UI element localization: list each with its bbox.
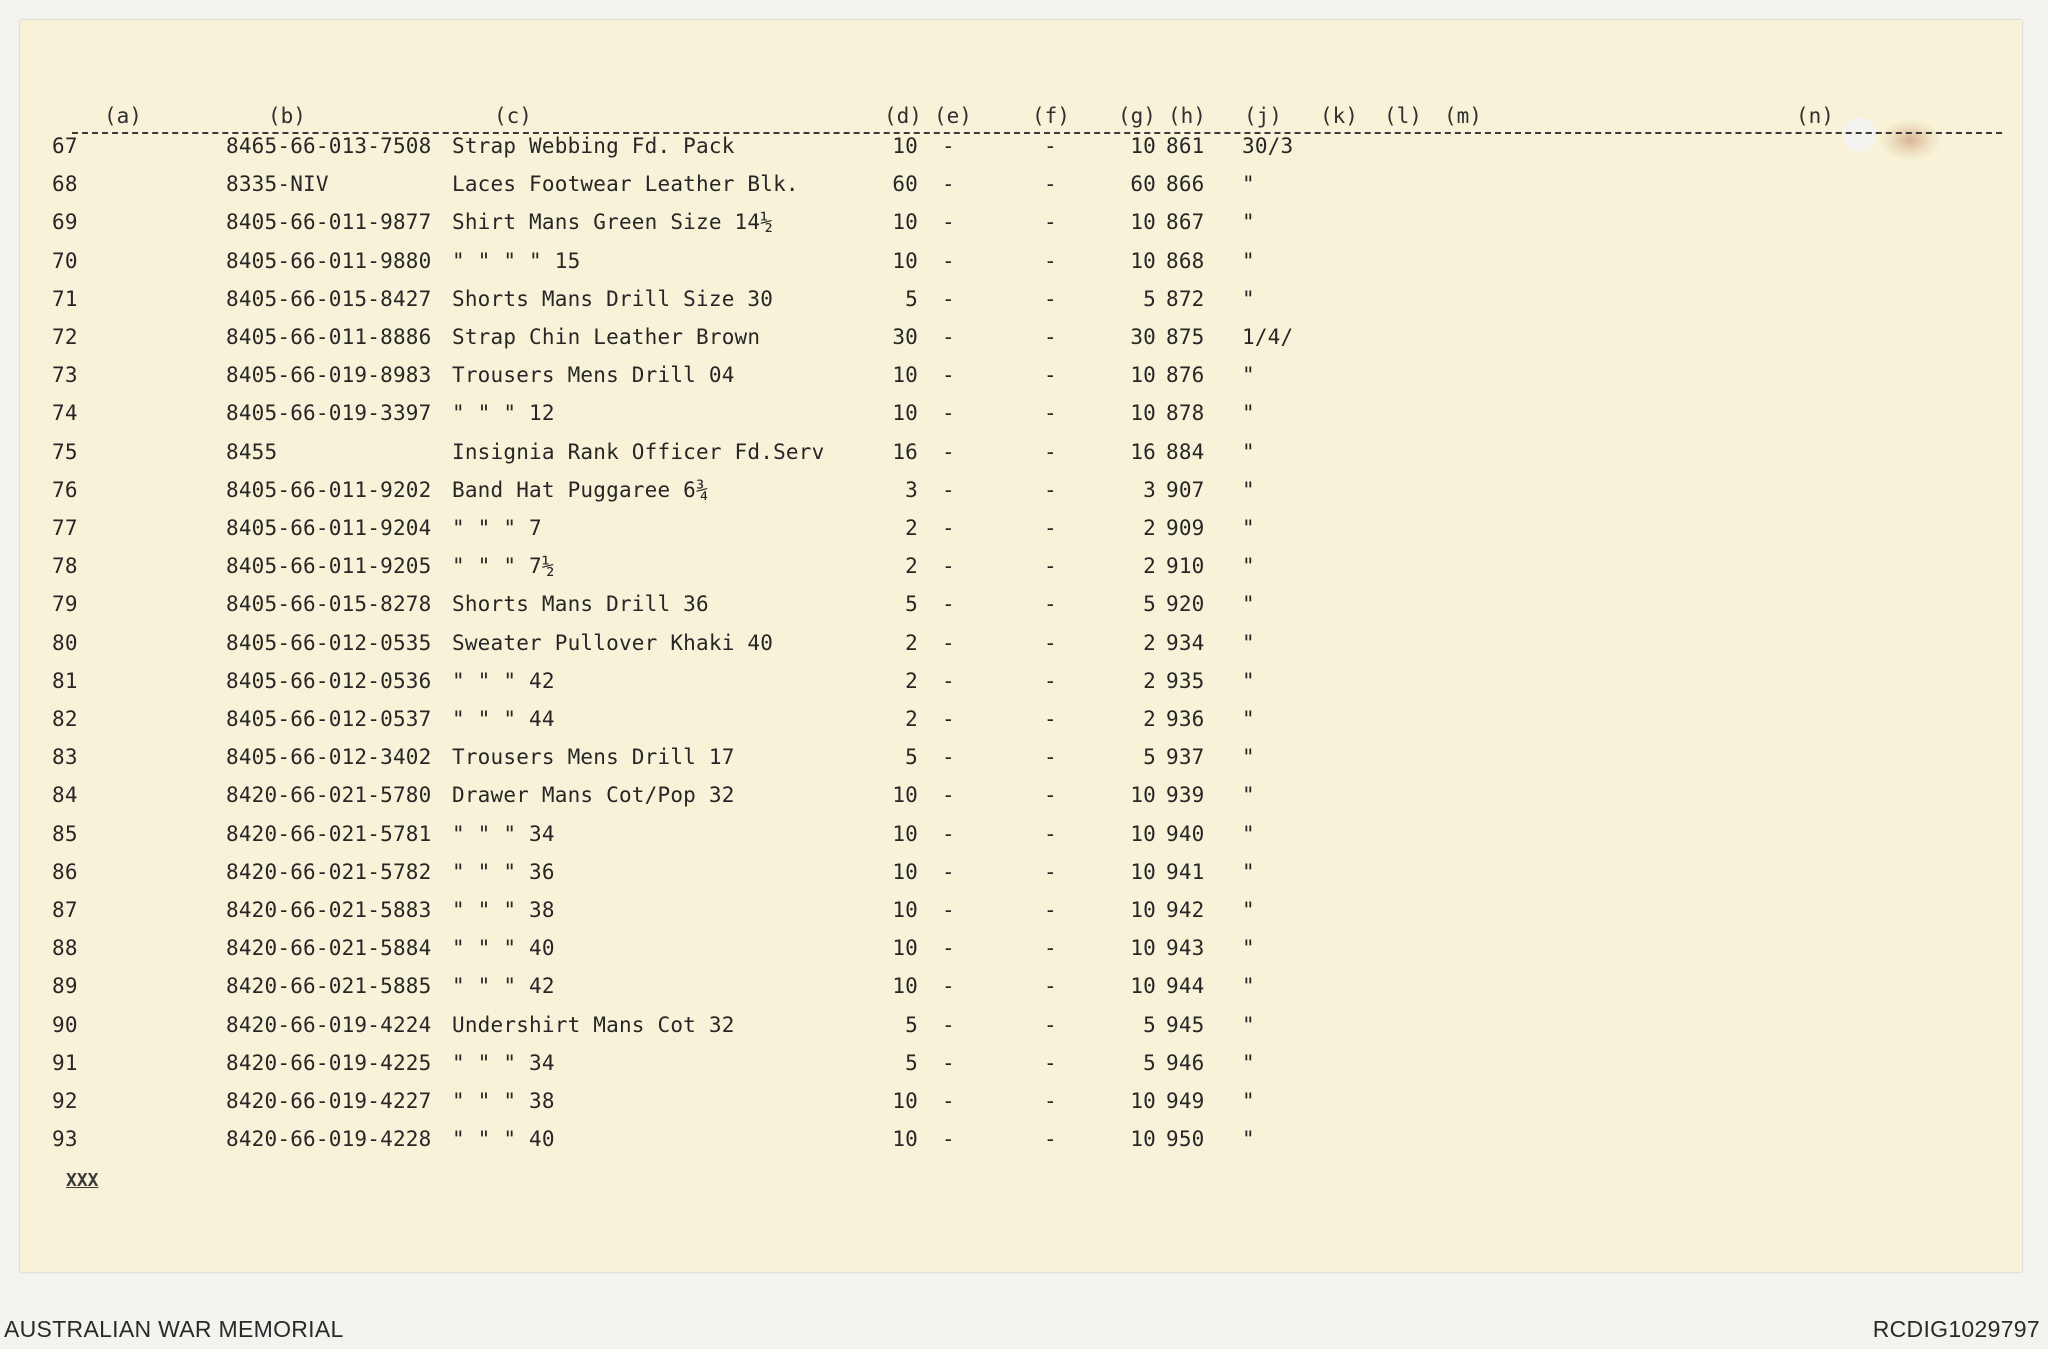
cell-qty-g: 2 — [1143, 707, 1156, 731]
cell-dash-f: - — [1044, 1013, 1057, 1037]
cell-line-number: 72 — [52, 325, 78, 349]
column-header: (n) — [1796, 104, 1834, 128]
cell-dash-f: - — [1044, 707, 1057, 731]
footer-institution: AUSTRALIAN WAR MEMORIAL — [4, 1316, 344, 1342]
cell-dash-f: - — [1044, 898, 1057, 922]
cell-line-number: 83 — [52, 745, 78, 769]
cell-qty-g: 10 — [1130, 936, 1156, 960]
cell-voucher-h: 910 — [1166, 554, 1205, 578]
cell-dash-f: - — [1044, 363, 1057, 387]
cell-dash-f: - — [1044, 401, 1057, 425]
footer-record-id: RCDIG1029797 — [1872, 1316, 2040, 1342]
cell-stock-number: 8405-66-012-0535 — [226, 631, 432, 655]
table-row — [20, 745, 2022, 779]
cell-line-number: 89 — [52, 974, 78, 998]
cell-description: " " " 42 — [452, 669, 555, 693]
cell-line-number: 67 — [52, 134, 78, 158]
cell-qty-g: 10 — [1130, 860, 1156, 884]
cell-qty-g: 60 — [1130, 172, 1156, 196]
cell-line-number: 75 — [52, 440, 78, 464]
cell-voucher-h: 943 — [1166, 936, 1205, 960]
cell-qty-g: 10 — [1130, 210, 1156, 234]
cell-dash-e: - — [942, 898, 955, 922]
cell-description: " " " 7½ — [452, 554, 555, 578]
table-row — [20, 287, 2022, 321]
cell-dash-e: - — [942, 745, 955, 769]
cell-qty-g: 10 — [1130, 249, 1156, 273]
cell-date-j: " — [1242, 745, 1255, 769]
cell-description: Laces Footwear Leather Blk. — [452, 172, 799, 196]
cell-stock-number: 8405-66-011-9205 — [226, 554, 432, 578]
cell-description: Sweater Pullover Khaki 40 — [452, 631, 774, 655]
table-row — [20, 822, 2022, 856]
cell-stock-number: 8420-66-019-4228 — [226, 1127, 432, 1151]
cell-voucher-h: 949 — [1166, 1089, 1205, 1113]
cell-date-j: " — [1242, 974, 1255, 998]
table-row — [20, 325, 2022, 359]
cell-dash-e: - — [942, 1089, 955, 1113]
cell-voucher-h: 937 — [1166, 745, 1205, 769]
cell-stock-number: 8420-66-021-5781 — [226, 822, 432, 846]
cell-date-j: " — [1242, 1089, 1255, 1113]
cell-voucher-h: 875 — [1166, 325, 1205, 349]
table-row — [20, 860, 2022, 894]
cell-qty-g: 3 — [1143, 478, 1156, 502]
cell-line-number: 78 — [52, 554, 78, 578]
cell-dash-e: - — [942, 974, 955, 998]
cell-qty-d: 5 — [905, 287, 918, 311]
cell-qty-g: 5 — [1143, 287, 1156, 311]
cell-qty-g: 2 — [1143, 554, 1156, 578]
cell-line-number: 90 — [52, 1013, 78, 1037]
cell-voucher-h: 946 — [1166, 1051, 1205, 1075]
cell-qty-g: 2 — [1143, 516, 1156, 540]
cell-dash-f: - — [1044, 745, 1057, 769]
column-header: (m) — [1444, 104, 1482, 128]
cell-dash-e: - — [942, 783, 955, 807]
cell-date-j: " — [1242, 440, 1255, 464]
cell-qty-d: 2 — [905, 554, 918, 578]
cell-date-j: " — [1242, 287, 1255, 311]
cell-qty-d: 2 — [905, 669, 918, 693]
cell-description: " " " 12 — [452, 401, 555, 425]
cell-date-j: " — [1242, 478, 1255, 502]
cell-description: Shirt Mans Green Size 14½ — [452, 210, 774, 234]
cell-voucher-h: 944 — [1166, 974, 1205, 998]
cell-stock-number: 8405-66-011-9877 — [226, 210, 432, 234]
cell-description: " " " 44 — [452, 707, 555, 731]
table-row — [20, 631, 2022, 665]
cell-voucher-h: 936 — [1166, 707, 1205, 731]
cell-line-number: 91 — [52, 1051, 78, 1075]
table-row — [20, 974, 2022, 1008]
cell-dash-f: - — [1044, 172, 1057, 196]
cell-line-number: 92 — [52, 1089, 78, 1113]
cell-date-j: " — [1242, 860, 1255, 884]
cell-dash-f: - — [1044, 974, 1057, 998]
cell-voucher-h: 935 — [1166, 669, 1205, 693]
cell-qty-d: 10 — [892, 783, 918, 807]
cell-voucher-h: 876 — [1166, 363, 1205, 387]
cell-qty-g: 10 — [1130, 134, 1156, 158]
table-row — [20, 1089, 2022, 1123]
table-row — [20, 440, 2022, 474]
column-header: (b) — [268, 104, 306, 128]
cell-description: " " " 42 — [452, 974, 555, 998]
cell-voucher-h: 907 — [1166, 478, 1205, 502]
cell-qty-d: 2 — [905, 707, 918, 731]
cell-qty-g: 10 — [1130, 401, 1156, 425]
cell-qty-g: 10 — [1130, 1127, 1156, 1151]
cell-voucher-h: 920 — [1166, 592, 1205, 616]
cell-voucher-h: 861 — [1166, 134, 1205, 158]
cell-date-j: " — [1242, 554, 1255, 578]
column-header: (e) — [934, 104, 972, 128]
cell-dash-e: - — [942, 401, 955, 425]
cell-dash-e: - — [942, 707, 955, 731]
cell-qty-d: 30 — [892, 325, 918, 349]
cell-dash-f: - — [1044, 287, 1057, 311]
cell-dash-f: - — [1044, 669, 1057, 693]
table-row — [20, 936, 2022, 970]
cell-line-number: 82 — [52, 707, 78, 731]
cell-voucher-h: 945 — [1166, 1013, 1205, 1037]
cell-qty-d: 10 — [892, 210, 918, 234]
cell-line-number: 80 — [52, 631, 78, 655]
cell-voucher-h: 939 — [1166, 783, 1205, 807]
cell-description: Shorts Mans Drill 36 — [452, 592, 709, 616]
cell-qty-g: 2 — [1143, 631, 1156, 655]
cell-date-j: " — [1242, 172, 1255, 196]
cell-dash-e: - — [942, 325, 955, 349]
column-header: (g) — [1118, 104, 1156, 128]
cell-date-j: " — [1242, 783, 1255, 807]
cell-qty-d: 10 — [892, 401, 918, 425]
cell-dash-f: - — [1044, 516, 1057, 540]
cell-description: Undershirt Mans Cot 32 — [452, 1013, 735, 1037]
end-mark: XXX — [66, 1170, 99, 1191]
cell-line-number: 74 — [52, 401, 78, 425]
cell-date-j: " — [1242, 1013, 1255, 1037]
table-row — [20, 401, 2022, 435]
cell-line-number: 77 — [52, 516, 78, 540]
cell-qty-d: 10 — [892, 974, 918, 998]
cell-dash-f: - — [1044, 134, 1057, 158]
cell-date-j: " — [1242, 822, 1255, 846]
cell-date-j: 1/4/ — [1242, 325, 1294, 349]
cell-description: " " " 40 — [452, 1127, 555, 1151]
cell-dash-f: - — [1044, 631, 1057, 655]
cell-qty-g: 16 — [1130, 440, 1156, 464]
cell-voucher-h: 940 — [1166, 822, 1205, 846]
table-row — [20, 554, 2022, 588]
cell-dash-e: - — [942, 1127, 955, 1151]
cell-description: Band Hat Puggaree 6¾ — [452, 478, 709, 502]
cell-voucher-h: 884 — [1166, 440, 1205, 464]
column-header: (c) — [494, 104, 532, 128]
table-row — [20, 516, 2022, 550]
cell-dash-e: - — [942, 1051, 955, 1075]
cell-qty-g: 10 — [1130, 363, 1156, 387]
cell-dash-e: - — [942, 1013, 955, 1037]
table-row — [20, 249, 2022, 283]
cell-date-j: " — [1242, 249, 1255, 273]
cell-description: Trousers Mens Drill 17 — [452, 745, 735, 769]
cell-dash-e: - — [942, 669, 955, 693]
table-row — [20, 707, 2022, 741]
cell-date-j: " — [1242, 707, 1255, 731]
cell-voucher-h: 941 — [1166, 860, 1205, 884]
cell-stock-number: 8405-66-011-9880 — [226, 249, 432, 273]
cell-dash-f: - — [1044, 1089, 1057, 1113]
cell-description: Drawer Mans Cot/Pop 32 — [452, 783, 735, 807]
cell-line-number: 93 — [52, 1127, 78, 1151]
cell-dash-f: - — [1044, 440, 1057, 464]
cell-stock-number: 8420-66-019-4224 — [226, 1013, 432, 1037]
cell-qty-d: 10 — [892, 860, 918, 884]
cell-description: Shorts Mans Drill Size 30 — [452, 287, 774, 311]
cell-line-number: 71 — [52, 287, 78, 311]
cell-stock-number: 8420-66-021-5883 — [226, 898, 432, 922]
table-row — [20, 210, 2022, 244]
cell-qty-g: 30 — [1130, 325, 1156, 349]
cell-stock-number: 8405-66-011-9202 — [226, 478, 432, 502]
column-header: (j) — [1244, 104, 1282, 128]
cell-dash-e: - — [942, 249, 955, 273]
cell-line-number: 84 — [52, 783, 78, 807]
cell-voucher-h: 950 — [1166, 1127, 1205, 1151]
cell-description: Insignia Rank Officer Fd.Serv — [452, 440, 825, 464]
cell-stock-number: 8420-66-019-4227 — [226, 1089, 432, 1113]
cell-description: " " " 38 — [452, 898, 555, 922]
cell-description: " " " 36 — [452, 860, 555, 884]
cell-date-j: " — [1242, 631, 1255, 655]
cell-qty-d: 10 — [892, 822, 918, 846]
cell-qty-d: 10 — [892, 1127, 918, 1151]
cell-stock-number: 8405-66-012-0536 — [226, 669, 432, 693]
cell-dash-e: - — [942, 478, 955, 502]
cell-description: Strap Webbing Fd. Pack — [452, 134, 735, 158]
cell-stock-number: 8420-66-021-5782 — [226, 860, 432, 884]
cell-line-number: 68 — [52, 172, 78, 196]
cell-qty-g: 10 — [1130, 898, 1156, 922]
cell-stock-number: 8405-66-012-0537 — [226, 707, 432, 731]
table-row — [20, 1051, 2022, 1085]
cell-line-number: 70 — [52, 249, 78, 273]
cell-date-j: " — [1242, 1127, 1255, 1151]
column-header: (l) — [1384, 104, 1422, 128]
cell-stock-number: 8465-66-013-7508 — [226, 134, 432, 158]
cell-line-number: 88 — [52, 936, 78, 960]
cell-description: " " " 40 — [452, 936, 555, 960]
cell-dash-f: - — [1044, 210, 1057, 234]
cell-line-number: 81 — [52, 669, 78, 693]
cell-qty-d: 10 — [892, 898, 918, 922]
table-row — [20, 669, 2022, 703]
cell-qty-g: 10 — [1130, 822, 1156, 846]
cell-qty-d: 5 — [905, 745, 918, 769]
cell-line-number: 85 — [52, 822, 78, 846]
cell-dash-f: - — [1044, 1127, 1057, 1151]
cell-stock-number: 8405-66-011-8886 — [226, 325, 432, 349]
cell-stock-number: 8420-66-021-5885 — [226, 974, 432, 998]
cell-dash-e: - — [942, 592, 955, 616]
cell-description: " " " 38 — [452, 1089, 555, 1113]
cell-voucher-h: 867 — [1166, 210, 1205, 234]
cell-description: " " " 34 — [452, 1051, 555, 1075]
cell-dash-e: - — [942, 363, 955, 387]
table-row — [20, 1013, 2022, 1047]
cell-dash-f: - — [1044, 860, 1057, 884]
cell-stock-number: 8455 — [226, 440, 278, 464]
cell-stock-number: 8405-66-019-8983 — [226, 363, 432, 387]
cell-date-j: " — [1242, 1051, 1255, 1075]
cell-voucher-h: 934 — [1166, 631, 1205, 655]
cell-dash-e: - — [942, 554, 955, 578]
cell-qty-g: 10 — [1130, 783, 1156, 807]
column-header: (f) — [1032, 104, 1070, 128]
cell-qty-d: 3 — [905, 478, 918, 502]
cell-dash-e: - — [942, 860, 955, 884]
cell-voucher-h: 878 — [1166, 401, 1205, 425]
cell-line-number: 79 — [52, 592, 78, 616]
cell-dash-f: - — [1044, 783, 1057, 807]
cell-description: " " " 34 — [452, 822, 555, 846]
cell-qty-g: 5 — [1143, 1051, 1156, 1075]
cell-date-j: " — [1242, 936, 1255, 960]
cell-dash-f: - — [1044, 554, 1057, 578]
cell-date-j: " — [1242, 210, 1255, 234]
cell-stock-number: 8420-66-019-4225 — [226, 1051, 432, 1075]
cell-qty-d: 10 — [892, 363, 918, 387]
document-page — [20, 20, 2022, 1272]
cell-date-j: " — [1242, 401, 1255, 425]
cell-dash-e: - — [942, 210, 955, 234]
column-header: (d) — [884, 104, 922, 128]
cell-qty-d: 10 — [892, 134, 918, 158]
table-row — [20, 363, 2022, 397]
cell-dash-f: - — [1044, 936, 1057, 960]
table-row — [20, 592, 2022, 626]
cell-qty-d: 60 — [892, 172, 918, 196]
cell-qty-d: 5 — [905, 1051, 918, 1075]
cell-dash-f: - — [1044, 1051, 1057, 1075]
cell-qty-d: 5 — [905, 1013, 918, 1037]
cell-qty-d: 16 — [892, 440, 918, 464]
cell-voucher-h: 909 — [1166, 516, 1205, 540]
cell-dash-e: - — [942, 172, 955, 196]
cell-stock-number: 8405-66-011-9204 — [226, 516, 432, 540]
cell-dash-e: - — [942, 631, 955, 655]
table-row — [20, 783, 2022, 817]
cell-line-number: 73 — [52, 363, 78, 387]
cell-qty-d: 10 — [892, 1089, 918, 1113]
cell-dash-f: - — [1044, 822, 1057, 846]
column-header: (h) — [1168, 104, 1206, 128]
cell-qty-g: 10 — [1130, 974, 1156, 998]
cell-dash-f: - — [1044, 325, 1057, 349]
cell-qty-g: 5 — [1143, 745, 1156, 769]
cell-voucher-h: 942 — [1166, 898, 1205, 922]
cell-qty-d: 10 — [892, 249, 918, 273]
cell-qty-g: 5 — [1143, 1013, 1156, 1037]
cell-description: " " " " 15 — [452, 249, 581, 273]
cell-line-number: 69 — [52, 210, 78, 234]
cell-voucher-h: 868 — [1166, 249, 1205, 273]
table-row — [20, 898, 2022, 932]
cell-line-number: 76 — [52, 478, 78, 502]
cell-dash-e: - — [942, 516, 955, 540]
cell-date-j: 30/3 — [1242, 134, 1294, 158]
cell-qty-g: 5 — [1143, 592, 1156, 616]
cell-dash-e: - — [942, 936, 955, 960]
cell-dash-e: - — [942, 134, 955, 158]
cell-dash-f: - — [1044, 592, 1057, 616]
cell-date-j: " — [1242, 363, 1255, 387]
cell-date-j: " — [1242, 592, 1255, 616]
table-row — [20, 478, 2022, 512]
cell-qty-g: 10 — [1130, 1089, 1156, 1113]
cell-stock-number: 8405-66-019-3397 — [226, 401, 432, 425]
cell-date-j: " — [1242, 669, 1255, 693]
table-row — [20, 172, 2022, 206]
cell-dash-f: - — [1044, 249, 1057, 273]
cell-date-j: " — [1242, 898, 1255, 922]
column-header: (a) — [104, 104, 142, 128]
cell-stock-number: 8405-66-012-3402 — [226, 745, 432, 769]
cell-qty-d: 5 — [905, 592, 918, 616]
cell-stock-number: 8420-66-021-5780 — [226, 783, 432, 807]
table-row — [20, 134, 2022, 168]
cell-description: Strap Chin Leather Brown — [452, 325, 761, 349]
cell-date-j: " — [1242, 516, 1255, 540]
cell-description: " " " 7 — [452, 516, 542, 540]
cell-dash-e: - — [942, 287, 955, 311]
table-row — [20, 1127, 2022, 1161]
cell-line-number: 87 — [52, 898, 78, 922]
cell-voucher-h: 872 — [1166, 287, 1205, 311]
cell-qty-d: 10 — [892, 936, 918, 960]
cell-line-number: 86 — [52, 860, 78, 884]
cell-qty-d: 2 — [905, 516, 918, 540]
cell-dash-f: - — [1044, 478, 1057, 502]
cell-stock-number: 8335-NIV — [226, 172, 329, 196]
column-header: (k) — [1320, 104, 1358, 128]
cell-description: Trousers Mens Drill 04 — [452, 363, 735, 387]
cell-stock-number: 8405-66-015-8427 — [226, 287, 432, 311]
cell-dash-e: - — [942, 440, 955, 464]
cell-stock-number: 8405-66-015-8278 — [226, 592, 432, 616]
cell-stock-number: 8420-66-021-5884 — [226, 936, 432, 960]
cell-qty-d: 2 — [905, 631, 918, 655]
cell-dash-e: - — [942, 822, 955, 846]
cell-voucher-h: 866 — [1166, 172, 1205, 196]
cell-qty-g: 2 — [1143, 669, 1156, 693]
